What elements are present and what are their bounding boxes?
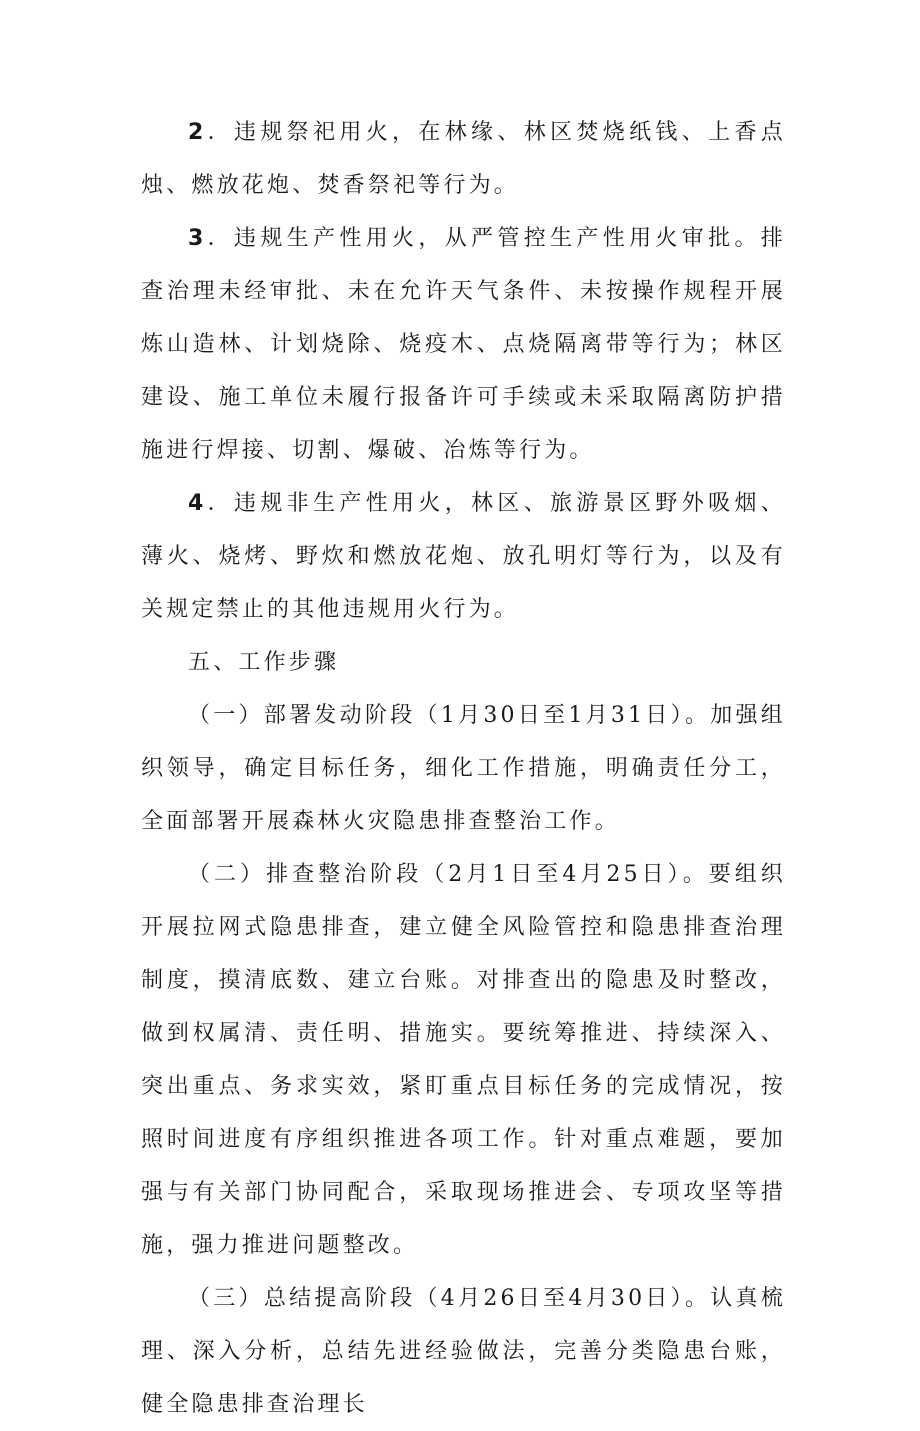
stage-1-paragraph: （一）部署发动阶段（1月30日至1月31日）。加强组织领导，确定目标任务，细化工作措施，明确责任分工，全面部署开展森林火灾隐患排查整治工作。 — [141, 703, 786, 834]
item-text: ．违规生产性用火，从严管控生产性用火审批。排查治理未经审批、未在允许天气条件、未按操作规程开展炼山造林、计划烧除、烧疫木、点烧隔离带等行为；林区建设、施工单位未履行报备许可手续或未采取隔离防护措施进行焊接、切割、爆破、冶炼等行为。 — [141, 226, 786, 463]
item-text: ．违规非生产性用火，林区、旅游景区野外吸烟、薄火、烧烤、野炊和燃放花炮、放孔明灯等行为，以及有关规定禁止的其他违规用火行为。 — [141, 491, 786, 622]
document-page — [141, 106, 786, 1431]
item-number: 2 — [188, 120, 207, 145]
item-number: 3 — [188, 226, 207, 251]
item-text: ．违规祭祀用火，在林缘、林区焚烧纸钱、上香点烛、燃放花炮、焚香祭祀等行为。 — [141, 120, 786, 198]
item-2-paragraph — [141, 106, 786, 212]
item-3-paragraph — [141, 212, 786, 477]
stage-3-paragraph: （三）总结提高阶段（4月26日至4月30日）。认真梳理、深入分析，总结先进经验做法，完善分类隐患台账，健全隐患排查治理长 — [141, 1286, 786, 1417]
stage-2-paragraph: （二）排查整治阶段（2月1日至4月25日）。要组织开展拉网式隐患排查，建立健全风险管控和隐患排查治理制度，摸清底数、建立台账。对排查出的隐患及时整改，做到权属清、责任明、措施实。要统筹推进、持续深入、突出重点、务求实效，紧盯重点目标任务的完成情况，按照时间进度有序组织推进各项工作。针对重点难题，要加强与有关部门协同配合，采取现场推进会、专项攻坚等措施，强力推进问题整改。 — [141, 862, 786, 1258]
item-number: 4 — [188, 491, 207, 516]
section-heading: 五、工作步骤 — [188, 650, 340, 675]
item-4-paragraph — [141, 477, 786, 636]
